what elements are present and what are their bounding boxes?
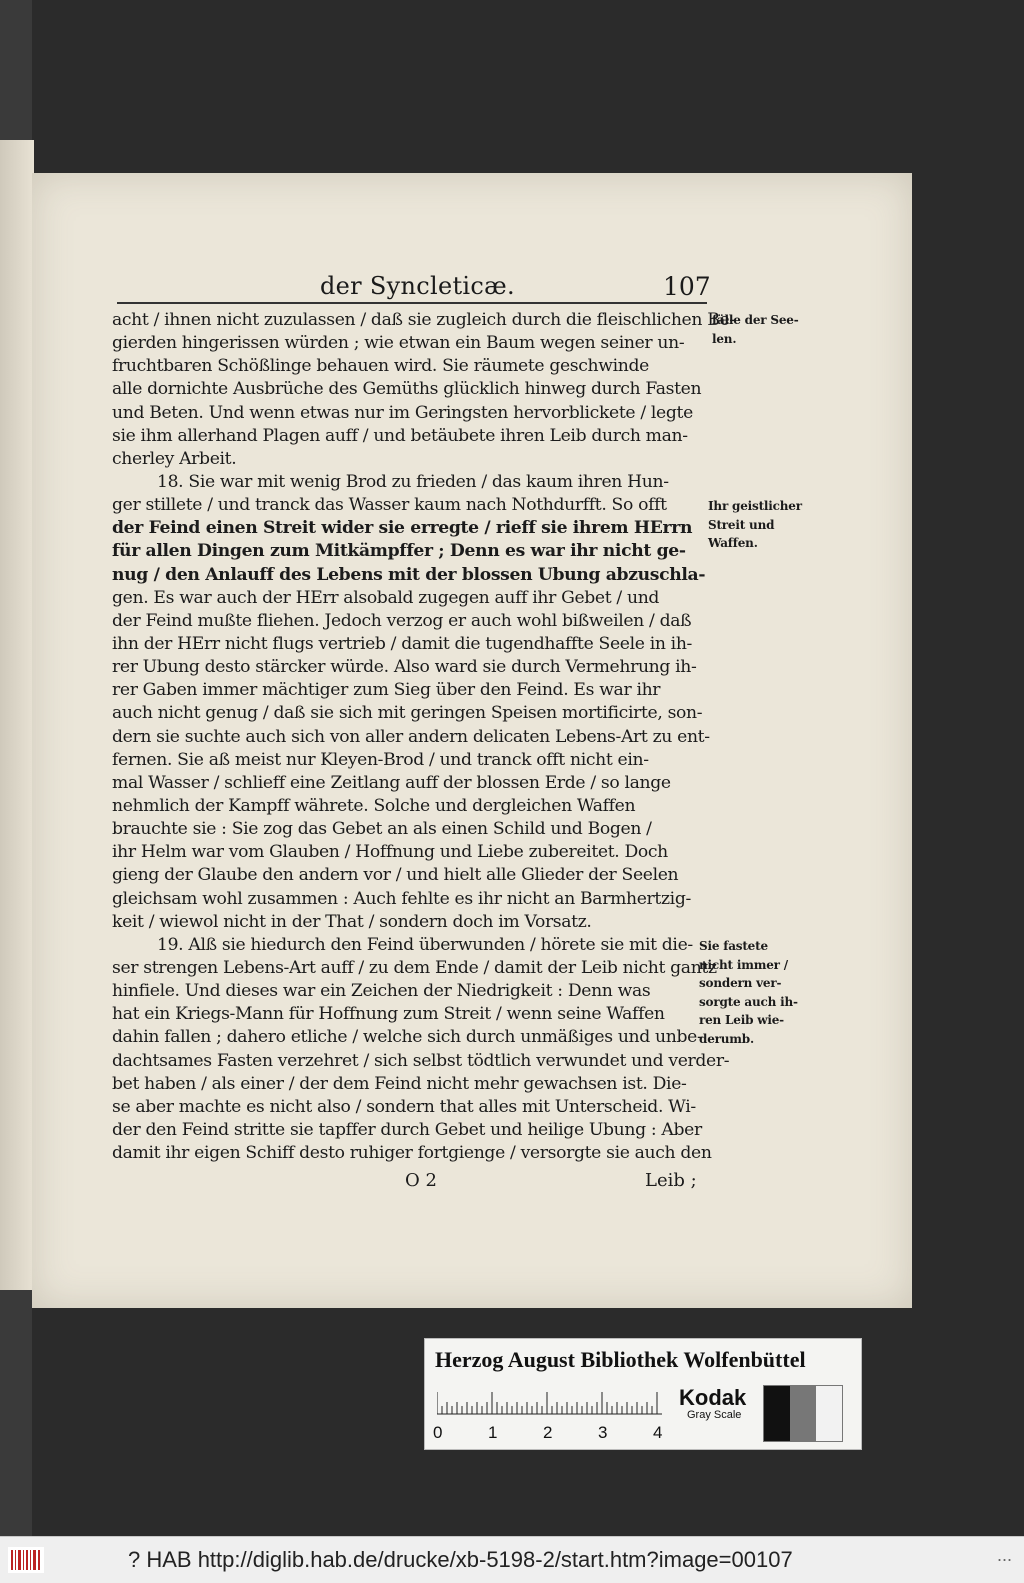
catchword: Leib ; bbox=[645, 1170, 697, 1191]
text-line: ger stillete / und tranck das Wasser kaum nach Nothdurfft. So offt bbox=[112, 495, 667, 516]
text-line: und Beten. Und wenn etwas nur im Geringsten hervorblickete / legte bbox=[112, 402, 693, 423]
text-line: der Feind mußte fliehen. Jedoch verzog er auch wohl bißweilen / daß bbox=[112, 610, 692, 631]
text-line: mal Wasser / schlieff eine Zeitlang auff der blossen Erde / so lange bbox=[112, 772, 671, 793]
head-rule bbox=[117, 302, 707, 304]
text-line: brauchte sie : Sie zog das Gebet an als einen Schild und Bogen / bbox=[112, 819, 652, 840]
text-line: cherley Arbeit. bbox=[112, 448, 237, 469]
swatch-white bbox=[816, 1386, 842, 1441]
text-line: rer Gaben immer mächtiger zum Sieg über den Feind. Es war ihr bbox=[112, 680, 661, 701]
text-line: damit ihr eigen Schiff desto ruhiger fortgienge / versorgte sie auch den bbox=[112, 1143, 712, 1164]
text-line: fruchtbaren Schößlinge behauen wird. Sie räumete geschwinde bbox=[112, 356, 649, 377]
more-menu-button[interactable]: ... bbox=[996, 1545, 1012, 1565]
margin-note-line: derumb. bbox=[699, 1031, 754, 1046]
margin-note-1 bbox=[712, 311, 799, 348]
ruler-number: 1 bbox=[488, 1423, 498, 1442]
text-line: gieng der Glaube den andern vor / und hielt alle Glieder der Seelen bbox=[112, 865, 679, 886]
margin-note-line: sondern ver- bbox=[699, 976, 782, 990]
ruler-number: 0 bbox=[433, 1423, 443, 1442]
text-line: acht / ihnen nicht zuzulassen / daß sie zugleich durch die fleischlichen Be- bbox=[112, 310, 735, 330]
page-number: 107 bbox=[663, 272, 711, 301]
text-line: nehmlich der Kampff währete. Solche und dergleichen Waffen bbox=[112, 795, 636, 816]
gray-scale-label: Gray Scale bbox=[687, 1409, 742, 1421]
text-line: fernen. Sie aß meist nur Kleyen-Brod / und tranck offt nicht ein- bbox=[112, 749, 649, 770]
book-page-edge bbox=[0, 140, 34, 1290]
ruler-number: 3 bbox=[598, 1423, 608, 1442]
swatch-black bbox=[764, 1386, 790, 1441]
text-line: der den Feind stritte sie tapffer durch Gebet und heilige Ubung : Aber bbox=[112, 1119, 702, 1140]
text-line: dahin fallen ; dahero etliche / welche sich durch unmäßiges und unbe- bbox=[112, 1027, 703, 1048]
signature-mark: O 2 bbox=[405, 1170, 437, 1191]
text-line: dachtsames Fasten verzehret / sich selbst tödtlich verwundet und verder- bbox=[112, 1050, 730, 1071]
barcode-icon bbox=[8, 1547, 44, 1573]
margin-note-2 bbox=[708, 497, 802, 553]
text-line: 19. Alß sie hiedurch den Feind überwunden / hörete sie mit die- bbox=[157, 934, 693, 955]
text-line: gleichsam wohl zusammen : Auch fehlte es ihr nicht an Barmhertzig- bbox=[112, 888, 691, 909]
ruler-scale bbox=[437, 1385, 662, 1415]
gray-swatches bbox=[763, 1385, 843, 1442]
text-line: ihr Helm war vom Glauben / Hoffnung und Liebe zubereitet. Doch bbox=[112, 842, 668, 863]
text-line: se aber machte es nicht also / sondern that alles mit Unterscheid. Wi- bbox=[112, 1096, 696, 1117]
text-line: hinfiele. Und dieses war ein Zeichen der Niedrigkeit : Denn was bbox=[112, 981, 651, 1002]
color-reference-card bbox=[424, 1338, 862, 1450]
text-line: ser strengen Lebens-Art auff / zu dem Ende / damit der Leib nicht gantz bbox=[112, 957, 717, 978]
status-bar bbox=[0, 1536, 1024, 1583]
margin-note-line: ren Leib wie- bbox=[699, 1013, 784, 1027]
margin-note-line: Sie fastete bbox=[699, 939, 768, 953]
ruler-number: 2 bbox=[543, 1423, 553, 1442]
margin-note-3 bbox=[699, 937, 798, 1048]
ruler-number: 4 bbox=[653, 1423, 663, 1442]
text-line: keit / wiewol nicht in der That / sondern doch im Vorsatz. bbox=[112, 911, 592, 932]
swatch-gray bbox=[790, 1386, 816, 1441]
text-line: bet haben / als einer / der dem Feind nicht mehr gewachsen ist. Die- bbox=[112, 1073, 687, 1094]
text-line: ihn der HErr nicht flugs vertrieb / damit die tugendhaffte Seele in ih- bbox=[112, 633, 692, 654]
text-line: der Feind einen Streit wider sie erregte / rieff sie ihrem HErrn bbox=[112, 518, 693, 539]
text-line: hat ein Kriegs-Mann für Hoffnung zum Streit / wenn seine Waffen bbox=[112, 1004, 665, 1025]
library-name: Herzog August Bibliothek Wolfenbüttel bbox=[435, 1347, 806, 1372]
margin-note-line: Streit und bbox=[708, 517, 775, 532]
text-line: auch nicht genug / daß sie sich mit geringen Speisen mortificirte, son- bbox=[112, 703, 703, 724]
margin-note-line: Waffen. bbox=[708, 536, 758, 550]
status-url[interactable]: ? HAB http://diglib.hab.de/drucke/xb-5198-2/start.htm?image=00107 bbox=[128, 1547, 793, 1572]
text-line: rer Ubung desto stärcker würde. Also ward sie durch Vermehrung ih- bbox=[112, 657, 697, 678]
margin-note-line: len. bbox=[712, 331, 737, 346]
margin-note-line: fälle der See- bbox=[712, 313, 799, 327]
margin-note-line: sorgte auch ih- bbox=[699, 994, 798, 1009]
text-line: für allen Dingen zum Mitkämpffer ; Denn es war ihr nicht ge- bbox=[112, 541, 686, 562]
running-head: der Syncleticæ. bbox=[320, 272, 515, 300]
margin-note-line: nicht immer / bbox=[699, 957, 788, 972]
text-line: gen. Es war auch der HErr alsobald zugegen auff ihr Gebet / und bbox=[112, 587, 660, 608]
text-line: dern sie suchte auch sich von aller andern delicaten Lebens-Art zu ent- bbox=[112, 726, 710, 747]
text-line: gierden hingerissen würden ; wie etwan ein Baum wegen seiner un- bbox=[112, 333, 685, 354]
margin-note-line: Ihr geistlicher bbox=[708, 499, 802, 513]
text-line: 18. Sie war mit wenig Brod zu frieden / das kaum ihren Hun- bbox=[157, 471, 669, 492]
text-line: alle dornichte Ausbrüche des Gemüths glücklich hinweg durch Fasten bbox=[112, 379, 702, 400]
text-line: nug / den Anlauff des Lebens mit der blossen Ubung abzuschla- bbox=[112, 564, 706, 585]
kodak-logo: Kodak bbox=[679, 1385, 747, 1410]
text-line: sie ihm allerhand Plagen auff / und betäubete ihren Leib durch man- bbox=[112, 425, 688, 446]
